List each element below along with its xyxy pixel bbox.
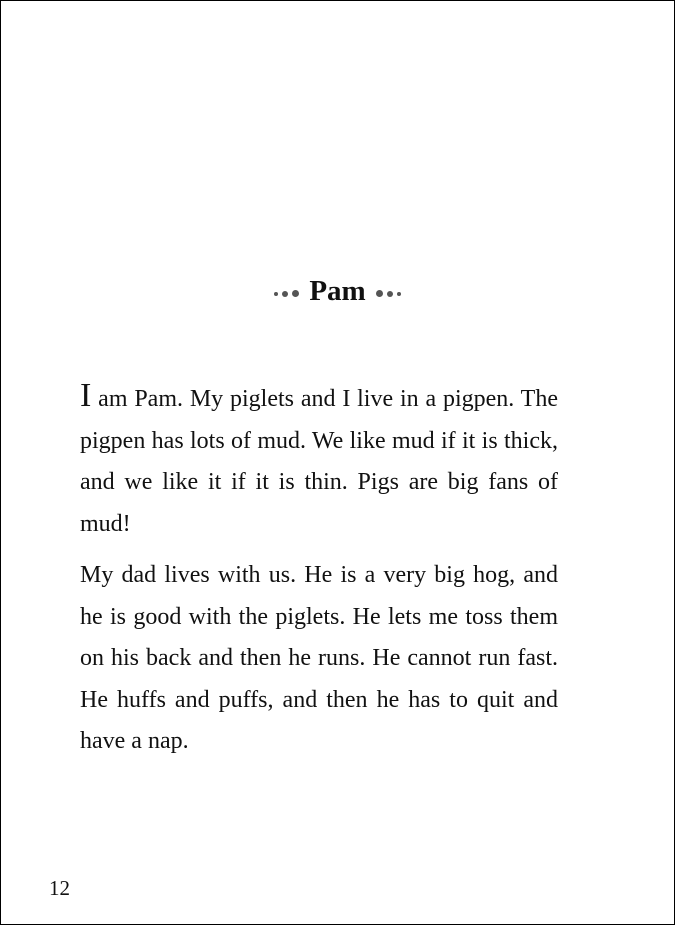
- right-ornament-dots: [374, 269, 403, 313]
- left-ornament-dots: [272, 269, 301, 313]
- story-text: [80, 379, 558, 773]
- page-number: 12: [49, 876, 70, 900]
- chapter-title: Pam: [309, 275, 366, 307]
- ornament-dot-icon: [397, 292, 401, 296]
- ornament-dot-icon: [282, 291, 288, 297]
- chapter-heading: [1, 269, 674, 315]
- ornament-dot-icon: [387, 291, 393, 297]
- ornament-dot-icon: [376, 290, 383, 297]
- drop-cap-letter: I: [80, 377, 92, 414]
- ornament-dot-icon: [274, 292, 278, 296]
- ornament-dot-icon: [292, 290, 299, 297]
- paragraph-1-text: am Pam. My piglets and I live in a pigpen. The pigpen has lots of mud. We like mud if it is thick, and we like it if it is thin. Pigs are big fans of mud!: [80, 386, 558, 537]
- paragraph-2: My dad lives with us. He is a very big hog, and he is good with the piglets. He lets me toss them on his back and then he runs. He cannot run fast. He huffs and puffs, and then he has to quit and have a nap.: [80, 562, 558, 754]
- paragraph-1: [80, 379, 558, 545]
